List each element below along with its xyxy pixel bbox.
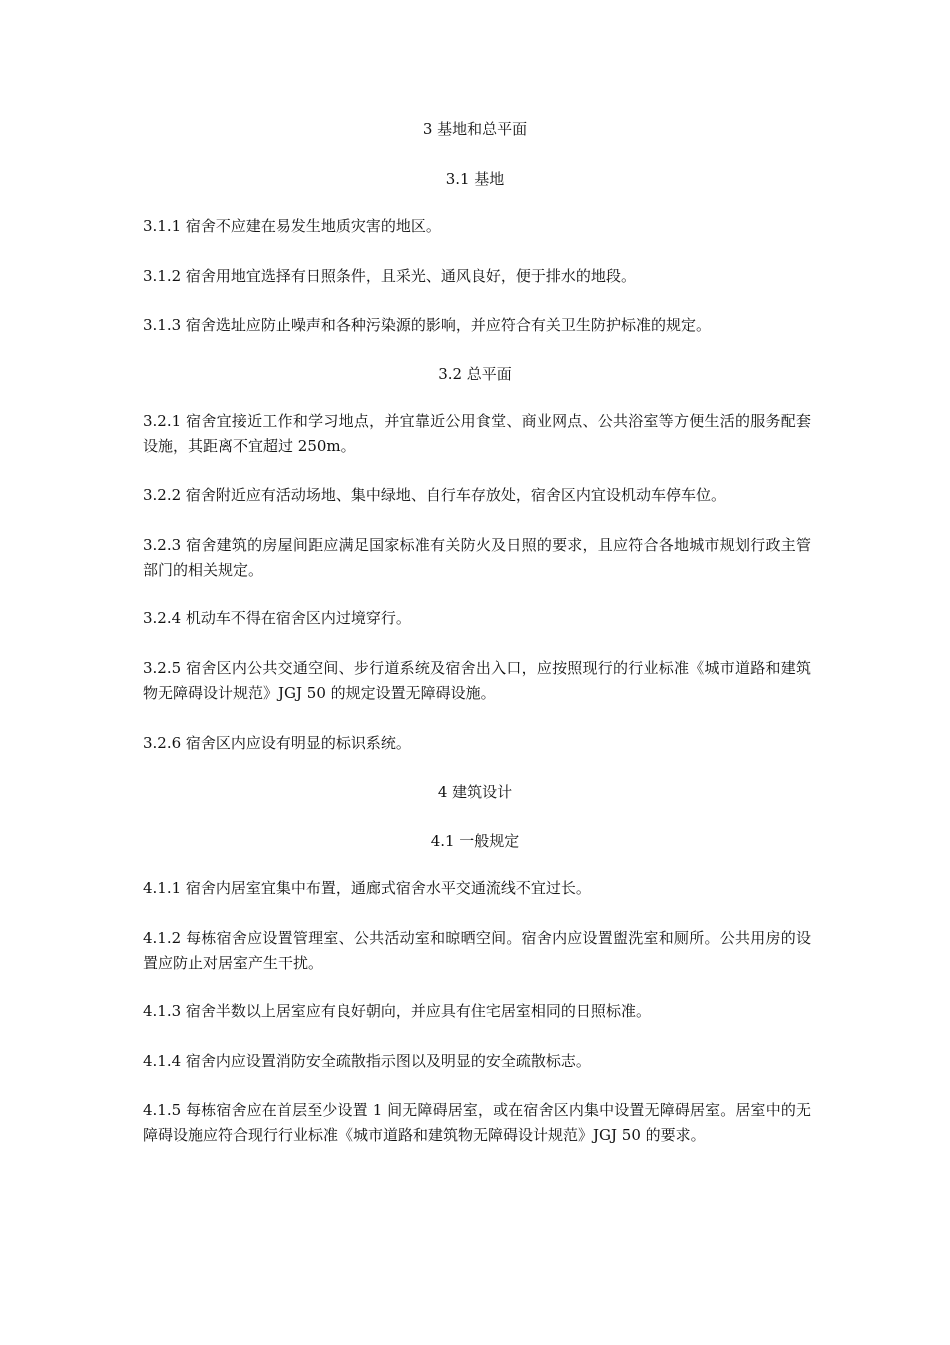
clause-4-1-1: 4.1.1 宿舍内居室宜集中布置，通廊式宿舍水平交通流线不宜过长。 — [143, 879, 591, 897]
section-3-1-heading: 3.1 基地 — [445, 170, 505, 188]
clause-3-1-3: 3.1.3 宿舍选址应防止噪声和各种污染源的影响，并应符合有关卫生防护标准的规定。 — [143, 316, 711, 334]
clause-3-1-2: 3.1.2 宿舍用地宜选择有日照条件，且采光、通风良好，便于排水的地段。 — [143, 267, 636, 285]
chapter-3-heading: 3 基地和总平面 — [422, 120, 528, 138]
clause-4-1-2: 4.1.2 每栋宿舍应设置管理室、公共活动室和晾晒空间。宿舍内应设置盥洗室和厕所。公共用房的设置应防止对居室产生干扰。 — [143, 929, 811, 972]
clause-3-2-6: 3.2.6 宿舍区内应设有明显的标识系统。 — [143, 734, 411, 752]
clause-3-2-2: 3.2.2 宿舍附近应有活动场地、集中绿地、自行车存放处，宿舍区内宜设机动车停车位。 — [143, 486, 726, 504]
clause-3-1-1: 3.1.1 宿舍不应建在易发生地质灾害的地区。 — [143, 217, 441, 235]
chapter-4-heading: 4 建筑设计 — [437, 783, 513, 801]
clause-3-2-5: 3.2.5 宿舍区内公共交通空间、步行道系统及宿舍出入口，应按照现行的行业标准《城市道路和建筑物无障碍设计规范》JGJ 50 的规定设置无障碍设施。 — [143, 659, 811, 702]
clause-3-2-4: 3.2.4 机动车不得在宿舍区内过境穿行。 — [143, 609, 411, 627]
clause-4-1-4: 4.1.4 宿舍内应设置消防安全疏散指示图以及明显的安全疏散标志。 — [143, 1052, 591, 1070]
clause-4-1-5: 4.1.5 每栋宿舍应在首层至少设置 1 间无障碍居室，或在宿舍区内集中设置无障碍居室。居室中的无障碍设施应符合现行行业标准《城市道路和建筑物无障碍设计规范》JGJ 50 的要求。 — [143, 1101, 811, 1144]
clause-3-2-1: 3.2.1 宿舍宜接近工作和学习地点，并宜靠近公用食堂、商业网点、公共浴室等方便生活的服务配套设施，其距离不宜超过 250m。 — [143, 412, 811, 455]
clause-3-2-3: 3.2.3 宿舍建筑的房屋间距应满足国家标准有关防火及日照的要求，且应符合各地城市规划行政主管部门的相关规定。 — [143, 536, 811, 579]
section-4-1-heading: 4.1 一般规定 — [430, 832, 520, 850]
clause-4-1-3: 4.1.3 宿舍半数以上居室应有良好朝向，并应具有住宅居室相同的日照标准。 — [143, 1002, 651, 1020]
section-3-2-heading: 3.2 总平面 — [438, 365, 512, 383]
